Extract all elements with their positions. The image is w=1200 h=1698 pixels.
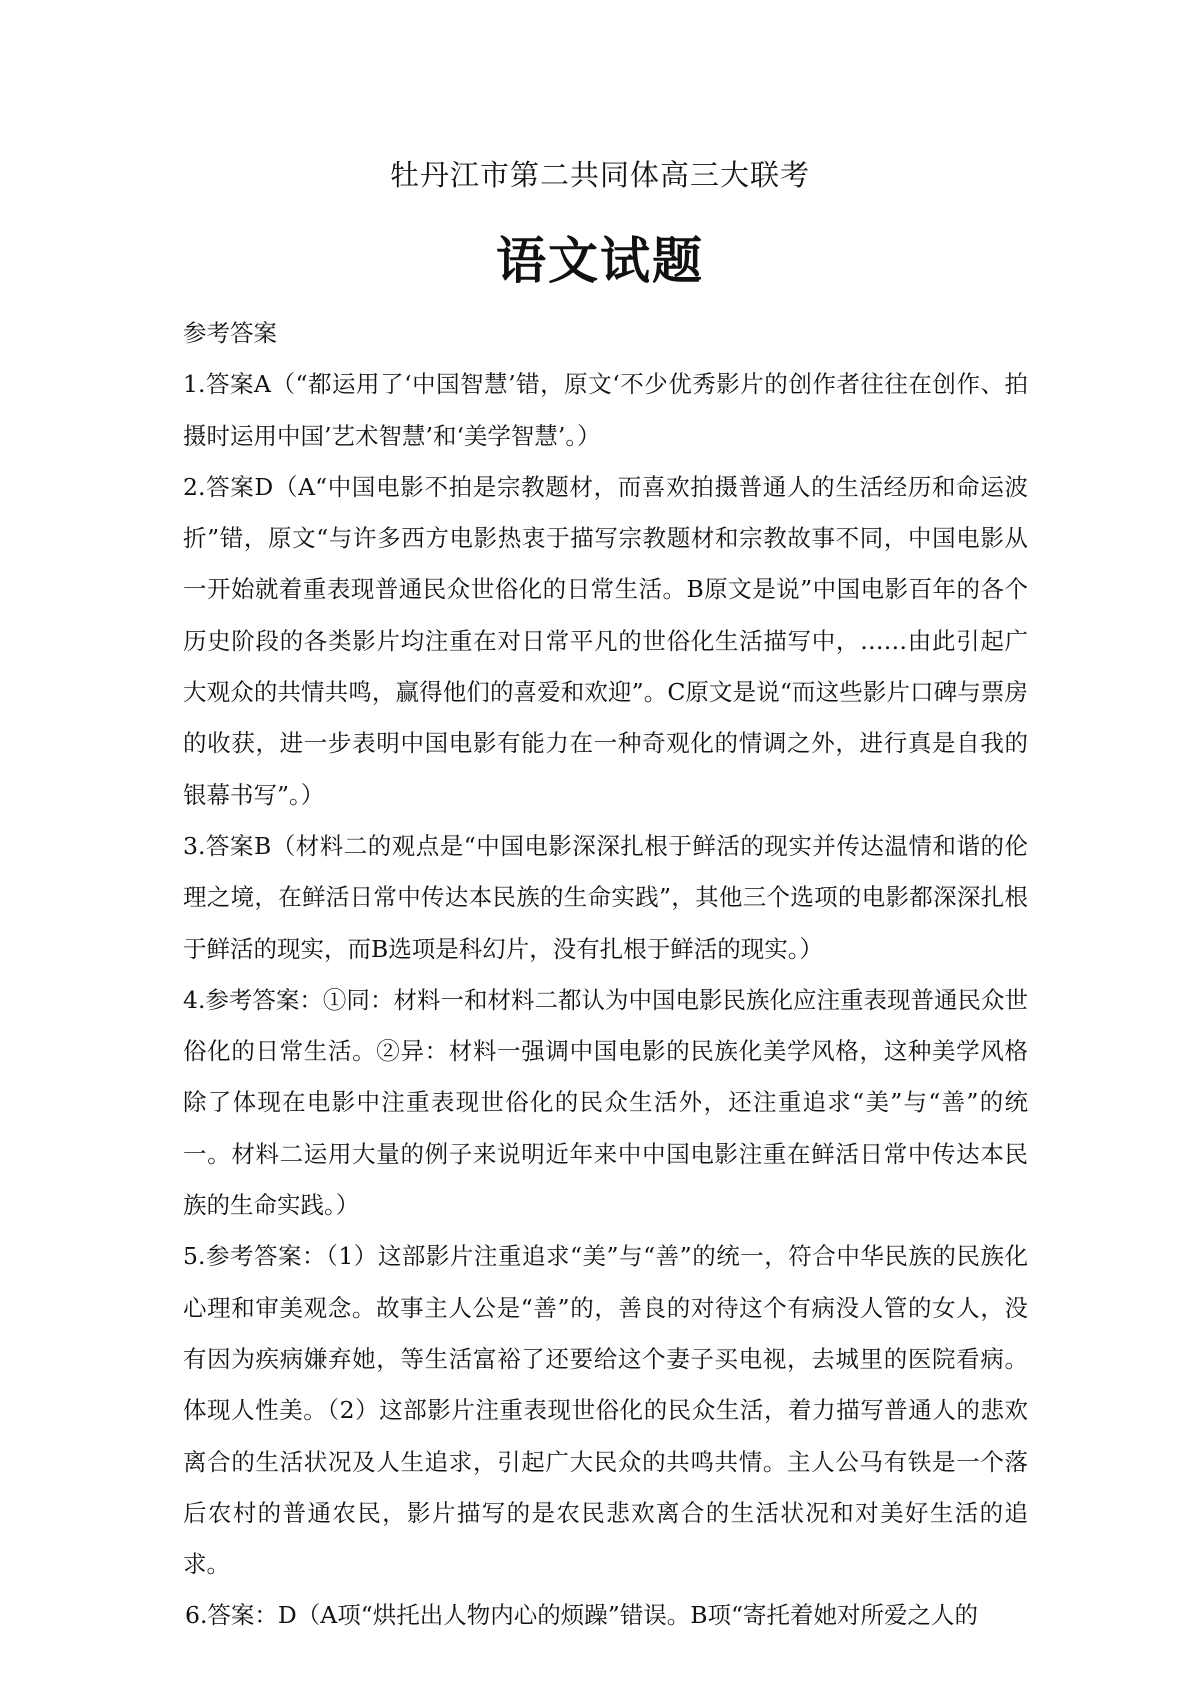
section-label: 参考答案	[183, 319, 277, 347]
answer-6: 6.答案：D（A项“烘托出人物内心的烦躁”错误。B项“寄托着她对所爱之人的	[185, 1601, 979, 1630]
exam-header: 牡丹江市第二共同体高三大联考	[389, 158, 810, 192]
answer-2: 2.答案D（A“中国电影不拍是宗教题材，而喜欢拍摄普通人的生活经历和命运波折”错，原文“与许多西方电影热衷于描写宗教题材和宗教故事不同，中国电影从一开始就着重表现普通民众世俗化的日常生活。B原文是说”中国电影百年的各个历史阶段的各类影片均注重在对日常平凡的世俗化生活描写中，……由此引起广大观众的共情共鸣，赢得他们的喜爱和欢迎”。C原文是说“而这些影片口碑与票房的收获，进一步表明中国电影有能力在一种奇观化的情调之外，进行真是自我的银幕书写”。）	[183, 472, 1028, 809]
answer-5: 5.参考答案：（1）这部影片注重追求“美”与“善”的统一，符合中华民族的民族化心理和审美观念。故事主人公是“善”的，善良的对待这个有病没人管的女人，没有因为疾病嫌弃她，等生活富裕了还要给这个妻子买电视，去城里的医院看病。体现人性美。（2）这部影片注重表现世俗化的民众生活，着力描写普通人的悲欢离合的生活状况及人生追求，引起广大民众的共鸣共情。主人公马有铁是一个落后农村的普通农民，影片描写的是农民悲欢离合的生活状况和对美好生活的追求。	[183, 1242, 1028, 1579]
answer-content	[183, 308, 1028, 1642]
answer-3: 3.答案B（材料二的观点是“中国电影深深扎根于鲜活的现实并传达温情和谐的伦理之境，在鲜活日常中传达本民族的生命实践”，其他三个选项的电影都深深扎根于鲜活的现实，而B选项是科幻片，没有扎根于鲜活的现实。）	[183, 831, 1028, 963]
answer-4: 4.参考答案：①同：材料一和材料二都认为中国电影民族化应注重表现普通民众世俗化的日常生活。②异：材料一强调中国电影的民族化美学风格，这种美学风格除了体现在电影中注重表现世俗化的民众生活外，还注重追求“美”与“善”的统一。材料二运用大量的例子来说明近年来中中国电影注重在鲜活日常中传达本民族的生命实践。）	[183, 985, 1028, 1220]
answer-1: 1.答案A（“都运用了‘中国智慧’错，原文‘不少优秀影片的创作者往往在创作、拍摄时运用中国’艺术智慧’和‘美学智慧’。）	[183, 370, 1028, 450]
page-title: 语文试题	[496, 232, 704, 290]
